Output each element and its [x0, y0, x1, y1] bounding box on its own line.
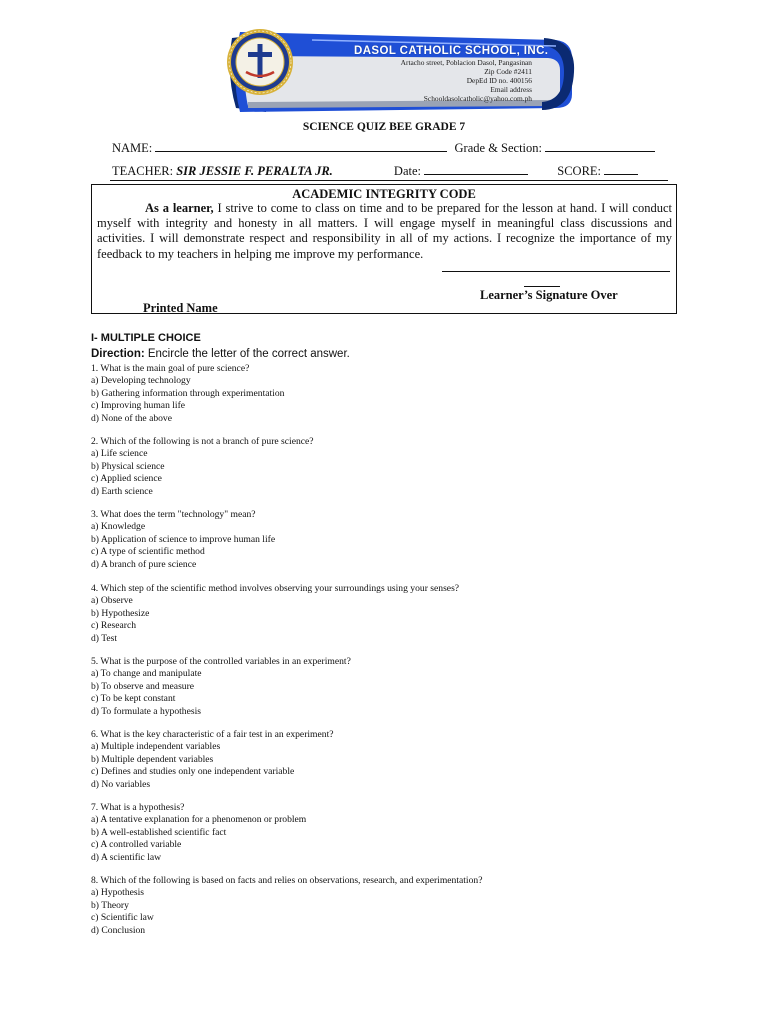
- school-seal-icon: [226, 28, 294, 96]
- question-text: 3. What does the term "technology" mean?: [91, 509, 256, 520]
- question-text: 4. Which step of the scientific method involves observing your surroundings using your senses?: [91, 583, 460, 594]
- question-7: [91, 802, 691, 864]
- choice-d[interactable]: d) Earth science: [91, 485, 153, 497]
- signature-line[interactable]: [442, 271, 670, 272]
- question-1: [91, 363, 691, 425]
- choice-d[interactable]: d) A branch of pure science: [91, 558, 197, 570]
- choice-c[interactable]: c) Applied science: [91, 473, 162, 485]
- integrity-lead: As a learner,: [145, 201, 214, 215]
- choice-d[interactable]: d) Conclusion: [91, 924, 146, 936]
- direction-text: Encircle the letter of the correct answer.: [144, 348, 350, 360]
- school-banner: [226, 28, 576, 116]
- integrity-body: I strive to come to class on time and to be prepared for the lesson at hand. I will conduct myself with integrity and honesty in all matters. I will engage myself in meaningful class discussions and activities. I will demonstrate respect and responsibility in all of my actions. I recognize the importance of my feedback to my teachers in helping me improve my performance.: [97, 201, 672, 261]
- choice-b[interactable]: b) Multiple dependent variables: [91, 753, 214, 765]
- choice-a[interactable]: a) Developing technology: [91, 375, 191, 387]
- address-line-3: DepEd ID no. 400156: [466, 76, 532, 85]
- choice-a[interactable]: a) Knowledge: [91, 521, 146, 533]
- question-3: [91, 509, 691, 571]
- signature-label: Learner’s Signature Over: [480, 288, 618, 302]
- integrity-title: ACADEMIC INTEGRITY CODE: [292, 187, 476, 201]
- question-text: 2. Which of the following is not a branch of pure science?: [91, 436, 314, 447]
- question-text: 5. What is the purpose of the controlled variables in an experiment?: [91, 656, 351, 667]
- integrity-code-box: [91, 184, 677, 314]
- choice-b[interactable]: b) A well-established scientific fact: [91, 826, 227, 838]
- choice-b[interactable]: b) Physical science: [91, 460, 165, 472]
- question-text: 8. Which of the following is based on facts and relies on observations, research, and experimentation?: [91, 875, 483, 886]
- choice-a[interactable]: a) To change and manipulate: [91, 668, 202, 680]
- score-field[interactable]: [604, 163, 638, 175]
- name-field[interactable]: [155, 140, 447, 152]
- choice-c[interactable]: c) A controlled variable: [91, 839, 182, 851]
- signature-short-line: [524, 286, 560, 287]
- choice-b[interactable]: b) Theory: [91, 899, 129, 911]
- choice-a[interactable]: a) A tentative explanation for a phenomenon or problem: [91, 814, 307, 826]
- choice-b[interactable]: b) Application of science to improve human life: [91, 533, 276, 545]
- grade-section-field[interactable]: [545, 140, 655, 152]
- name-row: [112, 140, 655, 156]
- question-2: [91, 436, 691, 498]
- name-label: NAME:: [112, 141, 153, 155]
- header-divider: [110, 180, 668, 181]
- question-6: [91, 729, 691, 791]
- address-line-1: Artacho street, Poblacion Dasol, Pangasinan: [400, 58, 532, 67]
- section-title: I- MULTIPLE CHOICE: [91, 332, 201, 344]
- choice-c[interactable]: c) Defines and studies only one independent variable: [91, 766, 295, 778]
- score-label: SCORE:: [557, 164, 602, 178]
- address-line-2: Zip Code #2411: [484, 67, 532, 76]
- integrity-text: [97, 201, 672, 262]
- question-text: 1. What is the main goal of pure science?: [91, 363, 250, 374]
- choice-a[interactable]: a) Hypothesis: [91, 887, 145, 899]
- choice-c[interactable]: c) Improving human life: [91, 400, 186, 412]
- choice-c[interactable]: c) Research: [91, 620, 137, 632]
- date-label: Date:: [393, 164, 421, 178]
- choice-a[interactable]: a) Life science: [91, 448, 148, 460]
- choice-d[interactable]: d) Test: [91, 632, 118, 644]
- choice-c[interactable]: c) A type of scientific method: [91, 546, 205, 558]
- choice-d[interactable]: d) A scientific law: [91, 851, 162, 863]
- teacher-name: SIR JESSIE F. PERALTA JR.: [176, 164, 333, 178]
- direction: [91, 348, 350, 360]
- grade-section-label: Grade & Section:: [454, 141, 543, 155]
- printed-name-label: Printed Name: [143, 301, 218, 315]
- question-text: 7. What is a hypothesis?: [91, 802, 185, 813]
- question-5: [91, 656, 691, 718]
- choice-d[interactable]: d) None of the above: [91, 412, 172, 424]
- choice-c[interactable]: c) To be kept constant: [91, 693, 176, 705]
- school-name: DASOL CATHOLIC SCHOOL, INC.: [354, 45, 549, 57]
- address-line-5: Schooldasolcatholic@yahoo.com.ph: [423, 94, 532, 103]
- choice-c[interactable]: c) Scientific law: [91, 912, 154, 924]
- question-8: [91, 875, 691, 937]
- choice-a[interactable]: a) Observe: [91, 595, 133, 607]
- address-line-4: Email address: [490, 85, 532, 94]
- date-field[interactable]: [424, 163, 528, 175]
- teacher-row: [112, 163, 638, 179]
- question-4: [91, 583, 691, 645]
- direction-label: Direction:: [91, 348, 145, 360]
- choice-b[interactable]: b) Gathering information through experimentation: [91, 387, 285, 399]
- choice-d[interactable]: d) No variables: [91, 778, 151, 790]
- choice-d[interactable]: d) To formulate a hypothesis: [91, 705, 201, 717]
- teacher-label: TEACHER:: [112, 164, 174, 178]
- choice-a[interactable]: a) Multiple independent variables: [91, 741, 221, 753]
- choice-b[interactable]: b) To observe and measure: [91, 680, 195, 692]
- choice-b[interactable]: b) Hypothesize: [91, 607, 150, 619]
- question-text: 6. What is the key characteristic of a fair test in an experiment?: [91, 729, 334, 740]
- quiz-title: SCIENCE QUIZ BEE GRADE 7: [302, 121, 466, 133]
